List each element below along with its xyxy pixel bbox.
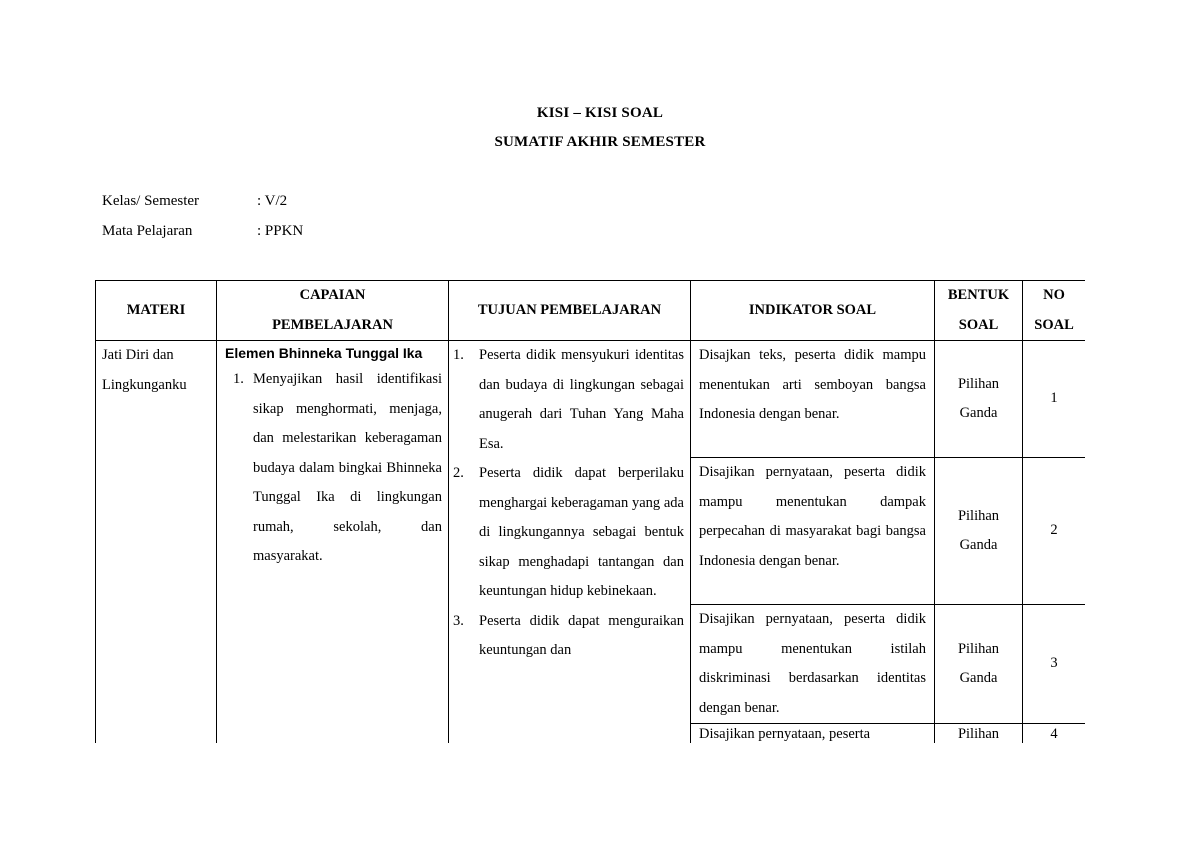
list-number: 1.: [453, 347, 464, 363]
bentuk-cell: Pilihan: [935, 724, 1023, 744]
meta-mapel-label: Mata Pelajaran: [102, 223, 193, 239]
bentuk-cell: Pilihan Ganda: [935, 458, 1023, 605]
list-text: Menyajikan hasil identifikasi sikap menghormati, menjaga, dan melestarikan keberagaman budaya dalam bingkai Bhinneka Tunggal Ika di lingkungan rumah, sekolah, dan masyarakat.: [253, 371, 442, 564]
indikator-cell: Disajikan pernyataan, peserta: [691, 724, 935, 744]
no-soal-cell: 4: [1023, 724, 1086, 744]
meta-kelas-label: Kelas/ Semester: [102, 193, 200, 209]
meta-kelas: [102, 193, 287, 210]
list-item: [453, 607, 684, 666]
capaian-list: [223, 365, 442, 572]
table-header-row: [96, 281, 1086, 341]
no-soal-cell: 2: [1023, 458, 1086, 605]
no-soal-cell: 1: [1023, 341, 1086, 458]
header-capaian: CAPAIAN PEMBELAJARAN: [217, 281, 449, 341]
tujuan-list: [453, 341, 684, 666]
header-indikator: INDIKATOR SOAL: [691, 281, 935, 341]
capaian-cell: [217, 341, 449, 744]
list-number: 3.: [453, 612, 464, 629]
list-text: Peserta didik mensyukuri identitas dan budaya di lingkungan sebagai anugerah dari Tuhan Yang Maha Esa.: [479, 347, 684, 452]
header-bentuk: BENTUK SOAL: [935, 281, 1023, 341]
kisi-table-wrapper: [95, 280, 1085, 743]
indikator-cell: Disajkan teks, peserta didik mampu menentukan arti semboyan bangsa Indonesia dengan benar.: [691, 341, 935, 458]
list-number: 2.: [453, 465, 464, 481]
tujuan-cell: [449, 341, 691, 744]
kisi-table: [95, 280, 1085, 743]
list-text: Peserta didik dapat berperilaku menghargai keberagaman yang ada di lingkungannya sebagai bentuk sikap menghadapi tantangan dan keuntungan hidup kebinekaan.: [479, 465, 684, 599]
header-materi: MATERI: [96, 281, 217, 341]
no-soal-cell: 3: [1023, 605, 1086, 724]
header-no-soal: NO SOAL: [1023, 281, 1086, 341]
materi-cell: Jati Diri dan Lingkunganku: [96, 341, 217, 744]
meta-mapel-value: : PPKN: [257, 223, 304, 239]
list-text: Peserta didik dapat menguraikan keuntungan dan: [479, 612, 684, 658]
meta-kelas-value: : V/2: [257, 193, 288, 209]
list-item: [223, 365, 442, 572]
indikator-cell: Disajikan pernyataan, peserta didik mampu menentukan istilah diskriminasi berdasarkan identitas dengan benar.: [691, 605, 935, 724]
document-subtitle: SUMATIF AKHIR SEMESTER: [494, 134, 706, 150]
capaian-heading: Elemen Bhinneka Tunggal Ika: [225, 345, 423, 361]
bentuk-cell: Pilihan Ganda: [935, 341, 1023, 458]
table-row: [96, 341, 1086, 458]
meta-mapel: [102, 223, 303, 240]
indikator-cell: Disajikan pernyataan, peserta didik mampu menentukan dampak perpecahan di masyarakat bagi bangsa Indonesia dengan benar.: [691, 458, 935, 605]
header-tujuan: TUJUAN PEMBELAJARAN: [449, 281, 691, 341]
list-item: [453, 341, 684, 459]
list-number: 1.: [233, 371, 244, 387]
list-item: [453, 459, 684, 607]
document-title: KISI – KISI SOAL: [536, 105, 664, 121]
bentuk-cell: Pilihan Ganda: [935, 605, 1023, 724]
